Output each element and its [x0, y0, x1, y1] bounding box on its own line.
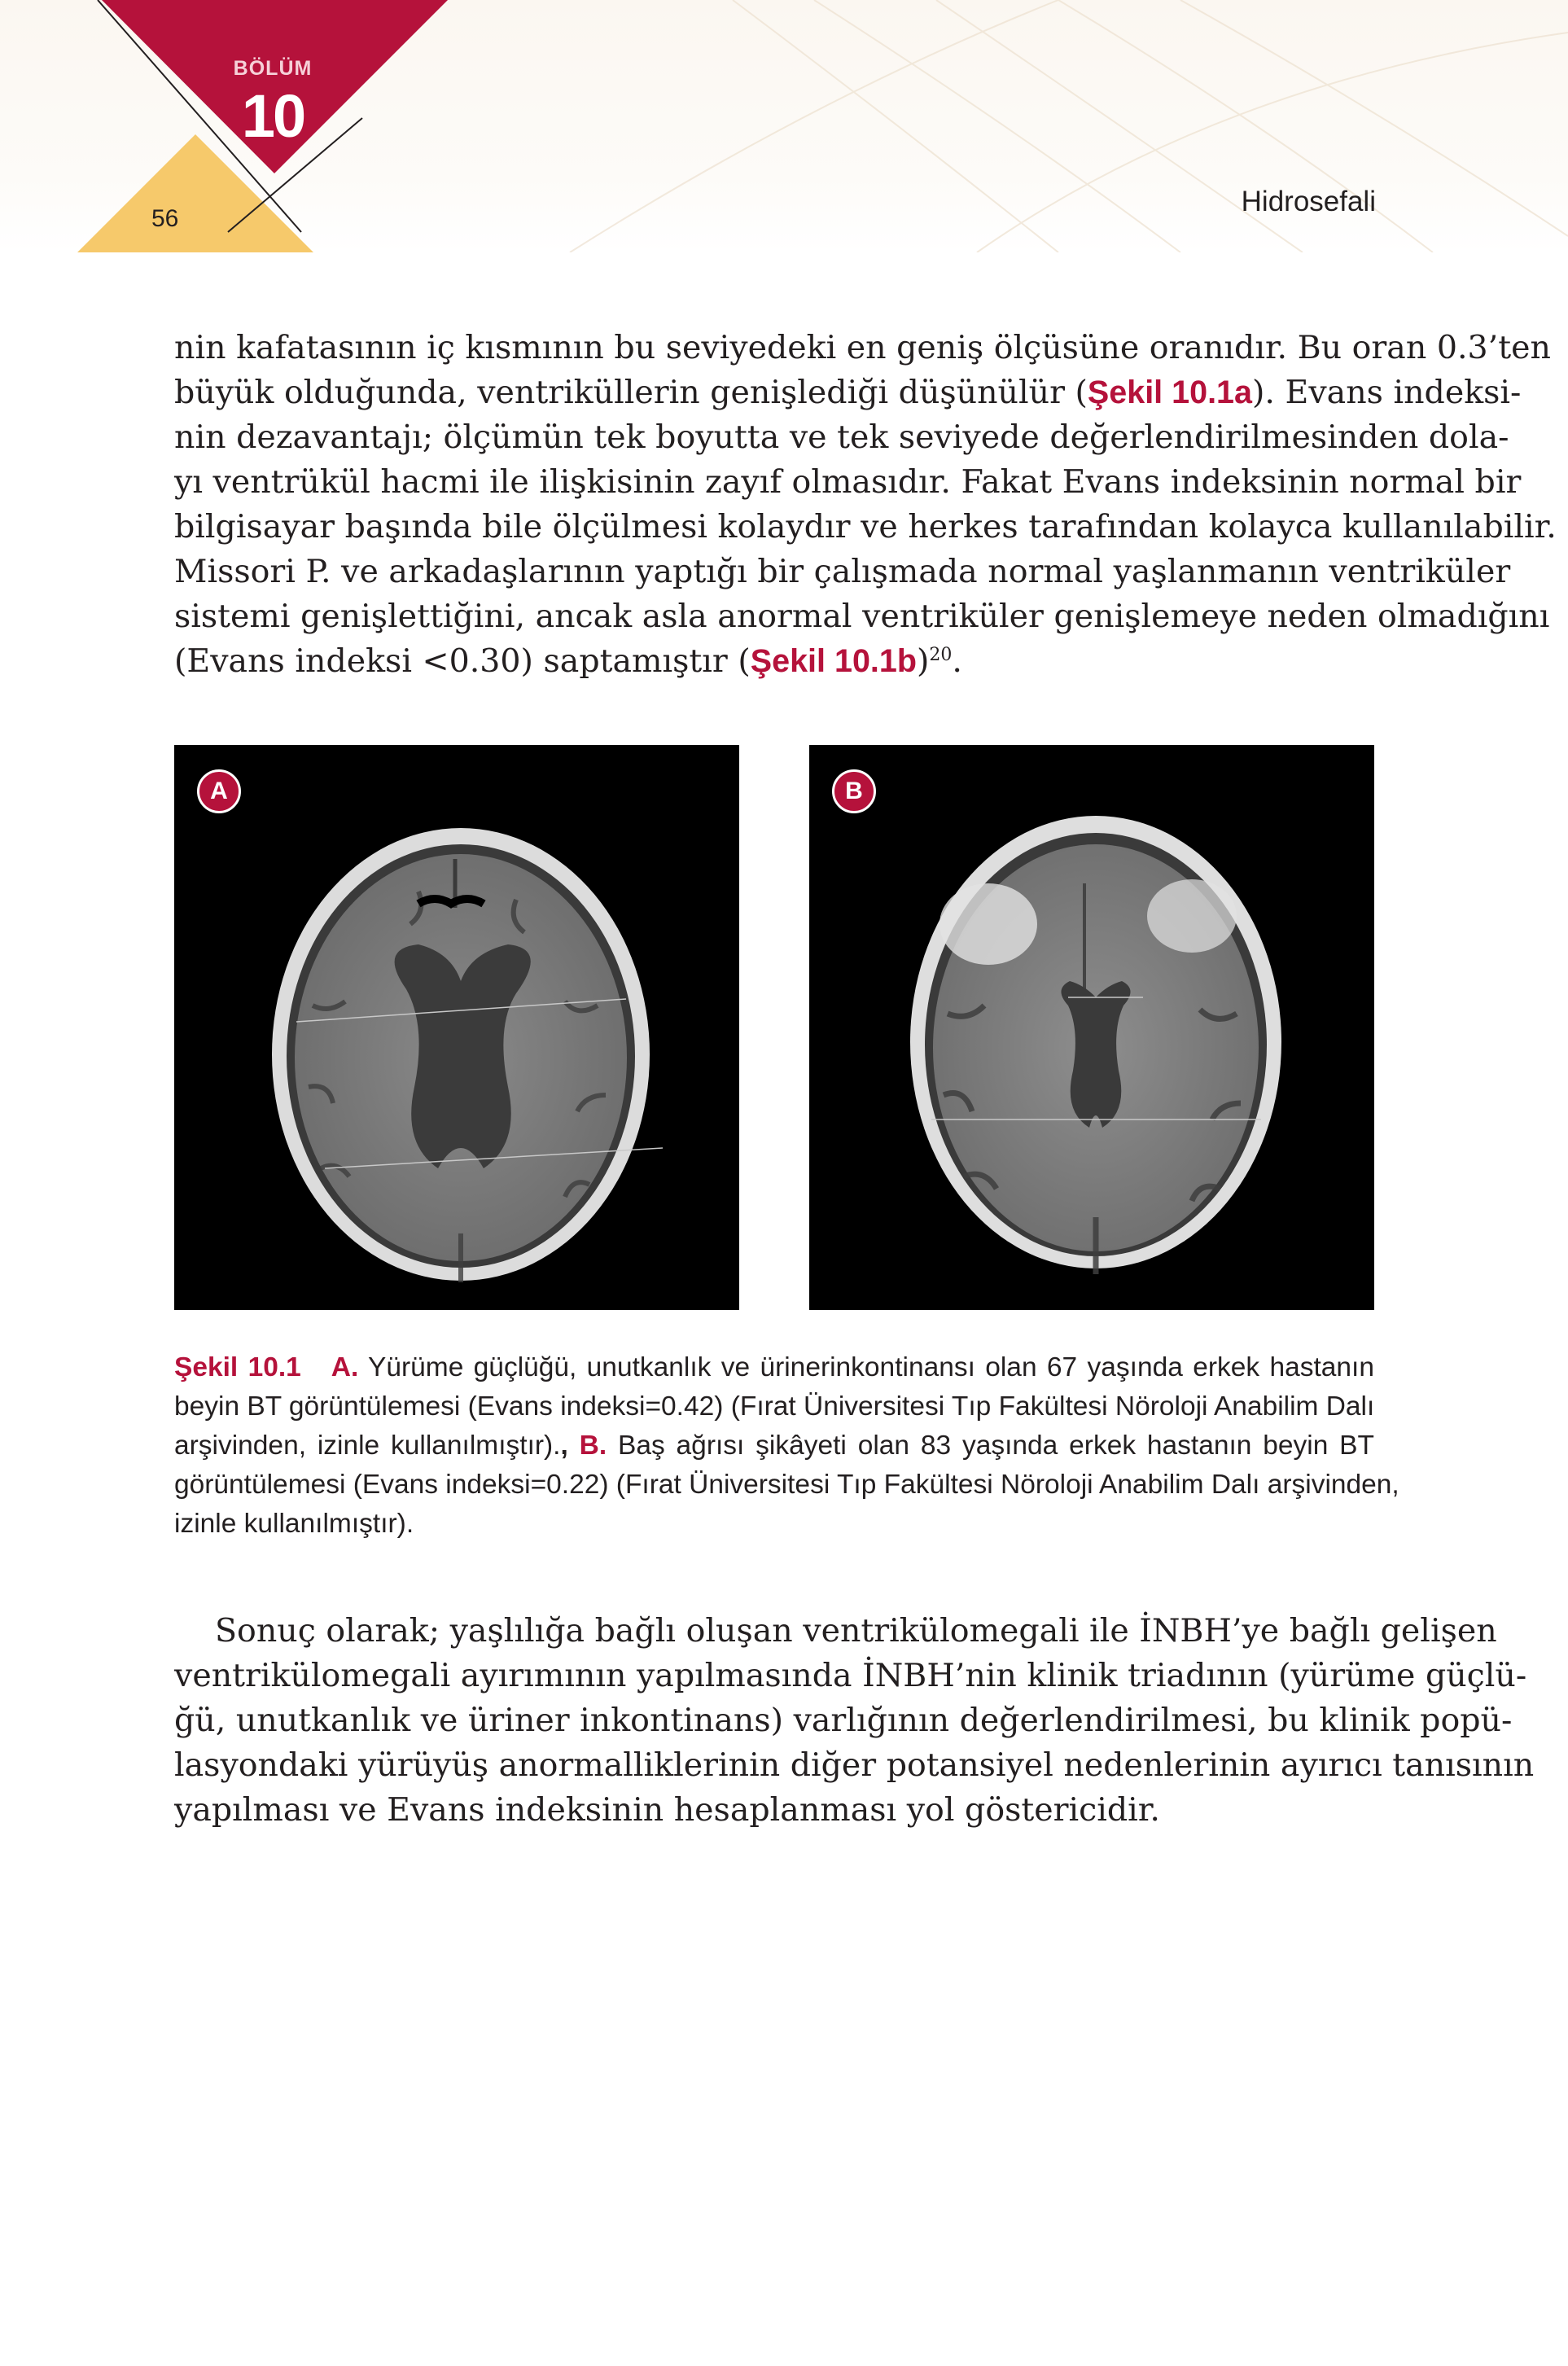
page-number: 56 [151, 205, 179, 232]
caption-line: Şekil 10.1 A. Yürüme güçlüğü, unutkanlık ve ürinerinkontinansı olan 67 yaşında erkek hastanın [174, 1352, 1374, 1382]
text-line: büyük olduğunda, ventriküllerin genişlediği düşünülür (Şekil 10.1a). Evans indeksi- [174, 374, 1522, 411]
caption-line: görüntülemesi (Evans indeksi=0.22) (Fırat Üniversitesi Tıp Fakültesi Nöroloji Anabilim Dalı arşivinden, [174, 1470, 1399, 1500]
chapter-label: BÖLÜM [233, 57, 313, 80]
text-line: ğü, unutkanlık ve üriner inkontinans) varlığının değerlendirilmesi, bu klinik popü- [174, 1702, 1513, 1739]
caption-figure-number: Şekil 10.1 [174, 1352, 301, 1382]
text-line: yı ventrükül hacmi ile ilişkisinin zayıf olmasıdır. Fakat Evans indeksinin normal bir [174, 463, 1522, 501]
text-line: bilgisayar başında bile ölçülmesi kolaydır ve herkes tarafından kolayca kullanılabilir. [174, 508, 1557, 545]
text-line: Missori P. ve arkadaşlarının yaptığı bir çalışmada normal yaşlanmanın ventriküler [174, 553, 1511, 590]
ct-scan-brain-icon [174, 745, 739, 1310]
figure-b-ct-image [809, 745, 1374, 1310]
text-line: lasyondaki yürüyüş anormalliklerinin diğer potansiyel nedenlerinin ayırıcı tanısının [174, 1746, 1535, 1784]
text-line: Sonuç olarak; yaşlılığa bağlı oluşan ventrikülomegali ile İNBH’ye bağlı gelişen [215, 1612, 1497, 1650]
text-line: (Evans indeksi <0.30) saptamıştır (Şekil 10.1b)$^{20}$. [174, 642, 962, 680]
text-line: ventrikülomegali ayırımının yapılmasında İNBH’nin klinik triadının (yürüme güçlü- [174, 1657, 1527, 1694]
text-line: yapılması ve Evans indeksinin hesaplanması yol göstericidir. [174, 1791, 1160, 1829]
body-paragraph-2 [174, 1609, 1535, 1833]
figure-reference-10-1a[interactable]: Şekil 10.1a [1087, 375, 1252, 410]
figure-label-badge: B [832, 769, 876, 813]
body-paragraph-1 [174, 326, 1557, 684]
figure-caption [174, 1348, 1399, 1544]
page-header [0, 0, 1568, 252]
caption-label-b: B. [579, 1431, 607, 1461]
caption-line: izinle kullanılmıştır). [174, 1509, 414, 1539]
figure-reference-10-1b[interactable]: Şekil 10.1b [750, 643, 917, 679]
chapter-number: 10 [241, 82, 304, 150]
text-line: nin dezavantajı; ölçümün tek boyutta ve tek seviyede değerlendirilmesinden dola- [174, 418, 1509, 456]
ct-scan-brain-icon [809, 745, 1374, 1310]
text-line: sistemi genişlettiğini, ancak asla anormal ventriküler genişlemeye neden olmadığını [174, 598, 1550, 635]
running-title: Hidrosefali [1241, 186, 1376, 217]
caption-line: arşivinden, izinle kullanılmıştır)., B. Baş ağrısı şikâyeti olan 83 yaşında erkek hastanın beyin BT [174, 1431, 1374, 1461]
caption-label-a: A. [331, 1352, 359, 1382]
figure-label-badge: A [197, 769, 241, 813]
text-line: nin kafatasının iç kısmının bu seviyedeki en geniş ölçüsüne oranıdır. Bu oran 0.3’ten [174, 329, 1551, 366]
figure-a-ct-image [174, 745, 739, 1310]
citation-superscript[interactable]: 20 [929, 645, 953, 665]
caption-line: beyin BT görüntülemesi (Evans indeksi=0.42) (Fırat Üniversitesi Tıp Fakültesi Nöroloji Anabilim Dalı [174, 1391, 1375, 1422]
